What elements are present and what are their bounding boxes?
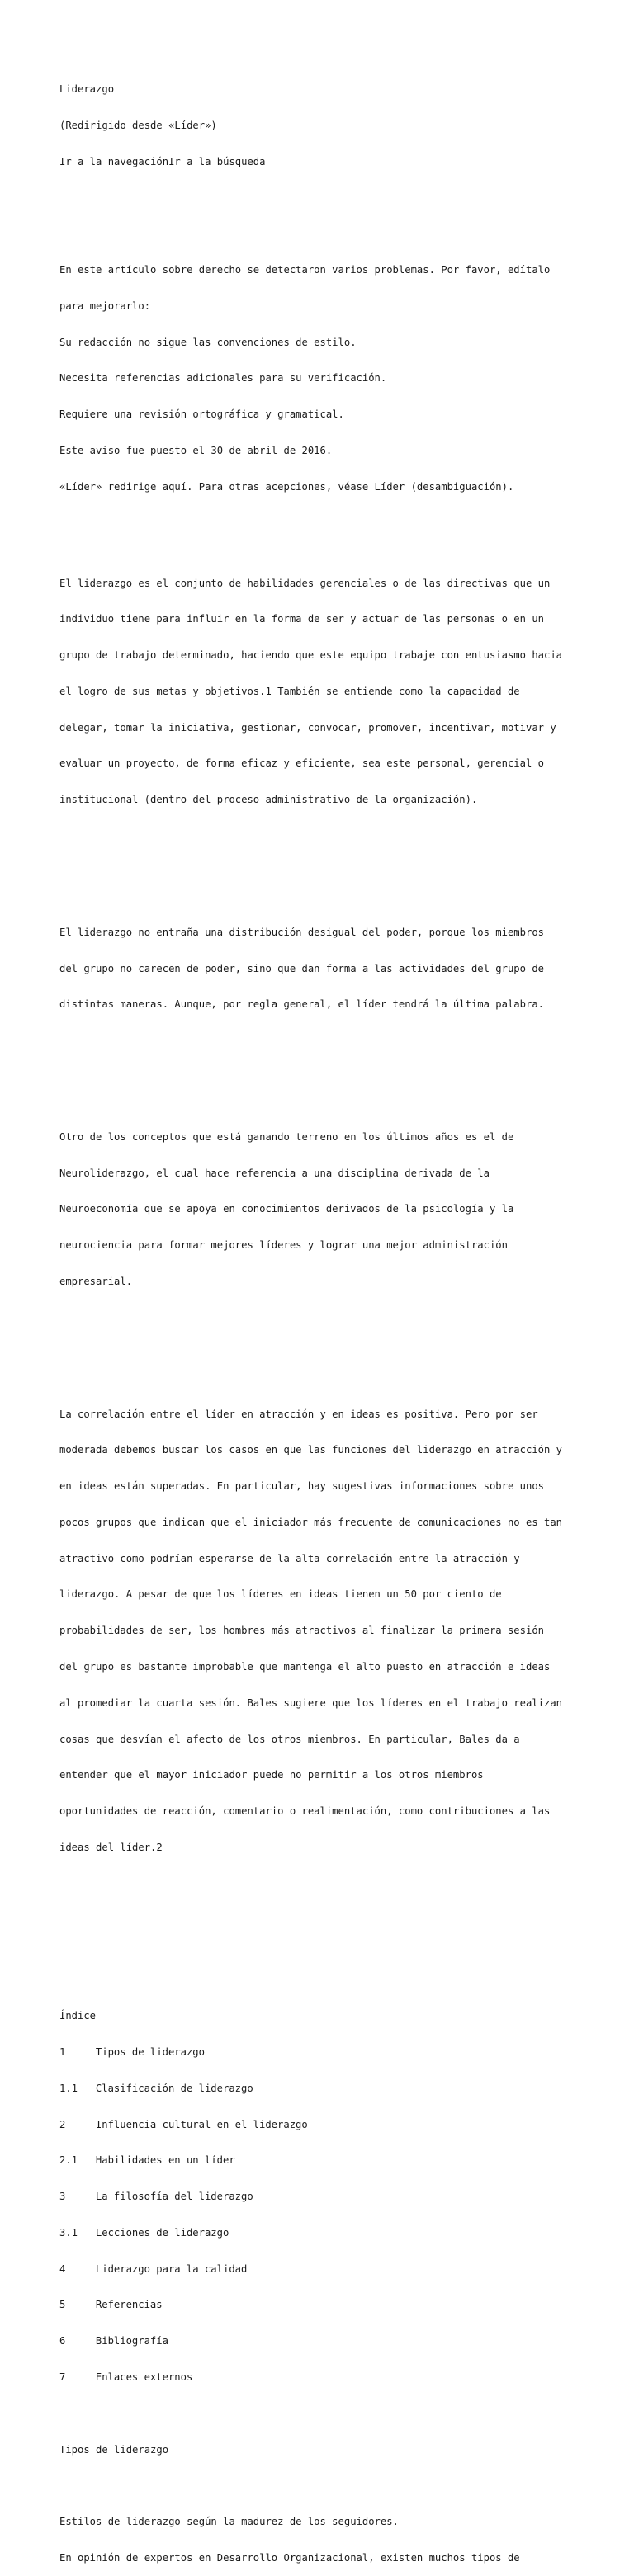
- paragraph-line: distintas maneras. Aunque, por regla general, el líder tendrá la última palabra.: [59, 998, 544, 1011]
- toc-label: Liderazgo para la calidad: [95, 2262, 248, 2275]
- paragraph-line: ideas del líder.2: [59, 1841, 163, 1853]
- paragraph-line: El liderazgo es el conjunto de habilidades gerenciales o de las directivas que un: [59, 577, 551, 589]
- paragraph-line: empresarial.: [59, 1275, 133, 1287]
- spacer: [59, 1902, 588, 1914]
- paragraph-neuroleadership: [59, 1107, 588, 1312]
- paragraph-line: neurociencia para formar mejores líderes y lograr una mejor administración: [59, 1239, 508, 1252]
- article-title: Liderazgo: [59, 83, 115, 96]
- notice-line: Su redacción no sigue las convenciones de estilo.: [59, 336, 357, 348]
- toc-label: Clasificación de liderazgo: [95, 2082, 253, 2094]
- toc-label: Tipos de liderazgo: [95, 2045, 205, 2058]
- toc-item[interactable]: [59, 2191, 588, 2203]
- notice-line: para mejorarlo:: [59, 300, 151, 312]
- paragraph-line: delegar, tomar la iniciativa, gestionar, convocar, promover, incentivar, motivar y: [59, 721, 556, 734]
- document-page: [59, 59, 588, 2576]
- paragraph-line: El liderazgo no entraña una distribución desigual del poder, porque los miembros: [59, 926, 544, 938]
- paragraph-line: Neuroeconomía que se apoya en conocimientos derivados de la psicología y la: [59, 1203, 514, 1215]
- toc-number: 5: [59, 2299, 66, 2311]
- section-heading: Tipos de liderazgo: [59, 2443, 169, 2456]
- toc-item[interactable]: [59, 2046, 588, 2059]
- paragraph-power: [59, 903, 588, 1036]
- paragraph-definition: [59, 553, 588, 830]
- toc-number: 4: [59, 2262, 66, 2275]
- notice-line: Necesita referencias adicionales para su verificación.: [59, 372, 387, 385]
- paragraph-line: grupo de trabajo determinado, haciendo que este equipo trabaje con entusiasmo hacia: [59, 649, 563, 662]
- toc-item[interactable]: [59, 2335, 588, 2347]
- spacer: [59, 1336, 588, 1348]
- toc-item[interactable]: [59, 2263, 588, 2276]
- paragraph-line: liderazgo. A pesar de que los líderes en ideas tienen un 50 por ciento de: [59, 1588, 502, 1601]
- paragraph-correlation: [59, 1384, 588, 1877]
- paragraph-line: del grupo es bastante improbable que mantenga el alto puesto en atracción e ideas: [59, 1660, 551, 1673]
- paragraph-line: La correlación entre el líder en atracción y en ideas es positiva. Pero por ser: [59, 1408, 538, 1420]
- paragraph-line: evaluar un proyecto, de forma eficaz y eficiente, sea este personal, gerencial o: [59, 757, 544, 770]
- paragraph-line: probabilidades de ser, los hombres más atractivos al finalizar la primera sesión: [59, 1625, 544, 1637]
- paragraph-line: entender que el mayor iniciador puede no permitir a los otros miembros: [59, 1769, 484, 1781]
- toc-label: Referencias: [95, 2299, 163, 2311]
- paragraph-line: pocos grupos que indican que el iniciador más frecuente de comunicaciones no es tan: [59, 1516, 563, 1528]
- section-line: Estilos de liderazgo según la madurez de los seguidores.: [59, 2516, 399, 2528]
- toc-label: Bibliografía: [95, 2335, 168, 2347]
- paragraph-line: en ideas están superadas. En particular, hay sugestivas informaciones sobre unos: [59, 1480, 544, 1493]
- toc-label: Influencia cultural en el liderazgo: [95, 2118, 308, 2130]
- toc-number: 6: [59, 2335, 66, 2347]
- toc-number: 3: [59, 2191, 66, 2203]
- toc-item[interactable]: [59, 2227, 588, 2239]
- spacer: [59, 854, 588, 866]
- toc-item[interactable]: [59, 2119, 588, 2131]
- notice-line: Este aviso fue puesto el 30 de abril de 2016.: [59, 445, 333, 456]
- toc-item[interactable]: [59, 2371, 588, 2384]
- paragraph-line: cosas que desvían el afecto de los otros miembros. En particular, Bales da a: [59, 1733, 520, 1745]
- spacer: [59, 1938, 588, 1951]
- paragraph-line: oportunidades de reacción, comentario o realimentación, como contribuciones a las: [59, 1805, 551, 1818]
- paragraph-line: al promediar la cuarta sesión. Bales sugiere que los líderes en el trabajo realizan: [59, 1696, 563, 1709]
- section-line: En opinión de expertos en Desarrollo Organizacional, existen muchos tipos de: [59, 2551, 520, 2564]
- paragraph-line: institucional (dentro del proceso administrativo de la organización).: [59, 794, 478, 806]
- toc-number: 1.1: [59, 2082, 78, 2094]
- paragraph-line: moderada debemos buscar los casos en que las funciones del liderazgo en atracción y: [59, 1444, 563, 1456]
- notice-line: En este artículo sobre derecho se detectaron varios problemas. Por favor, edítalo: [59, 264, 551, 276]
- toc-number: 2.1: [59, 2154, 78, 2167]
- toc-title: Índice: [59, 2010, 97, 2022]
- paragraph-line: del grupo no carecen de poder, sino que dan forma a las actividades del grupo de: [59, 962, 544, 974]
- paragraph-line: Otro de los conceptos que está ganando terreno en los últimos años es el de: [59, 1130, 514, 1143]
- paragraph-line: atractivo como podrían esperarse de la alta correlación entre la atracción y: [59, 1552, 520, 1564]
- notice-line: Requiere una revisión ortográfica y gramatical.: [59, 408, 344, 421]
- toc-number: 3.1: [59, 2226, 78, 2239]
- redirect-note: (Redirigido desde «Líder»): [59, 119, 217, 131]
- toc-label: Habilidades en un líder: [95, 2154, 235, 2167]
- navigation-links[interactable]: Ir a la navegaciónIr a la búsqueda: [59, 155, 266, 167]
- spacer: [59, 192, 588, 205]
- toc-label: La filosofía del liderazgo: [95, 2191, 253, 2203]
- disambiguation-note[interactable]: «Líder» redirige aquí. Para otras acepciones, véase Líder (desambiguación).: [59, 480, 514, 493]
- toc-item[interactable]: [59, 2154, 588, 2167]
- toc-label: Enlaces externos: [95, 2371, 193, 2383]
- toc-number: 7: [59, 2371, 66, 2383]
- toc-number: 1: [59, 2045, 66, 2058]
- paragraph-line: el logro de sus metas y objetivos.1 También se entiende como la capacidad de: [59, 685, 520, 697]
- paragraph-line: Neuroliderazgo, el cual hace referencia a una disciplina derivada de la: [59, 1167, 490, 1179]
- toc-number: 2: [59, 2118, 66, 2130]
- maintenance-notice: [59, 240, 588, 517]
- table-of-contents: [59, 1986, 588, 2408]
- spacer: [59, 2479, 588, 2492]
- spacer: [59, 1059, 588, 1071]
- paragraph-line: individuo tiene para influir en la forma de ser y actuar de las personas o en un: [59, 613, 544, 625]
- toc-label: Lecciones de liderazgo: [95, 2226, 229, 2239]
- toc-item[interactable]: [59, 2083, 588, 2095]
- toc-item[interactable]: [59, 2299, 588, 2311]
